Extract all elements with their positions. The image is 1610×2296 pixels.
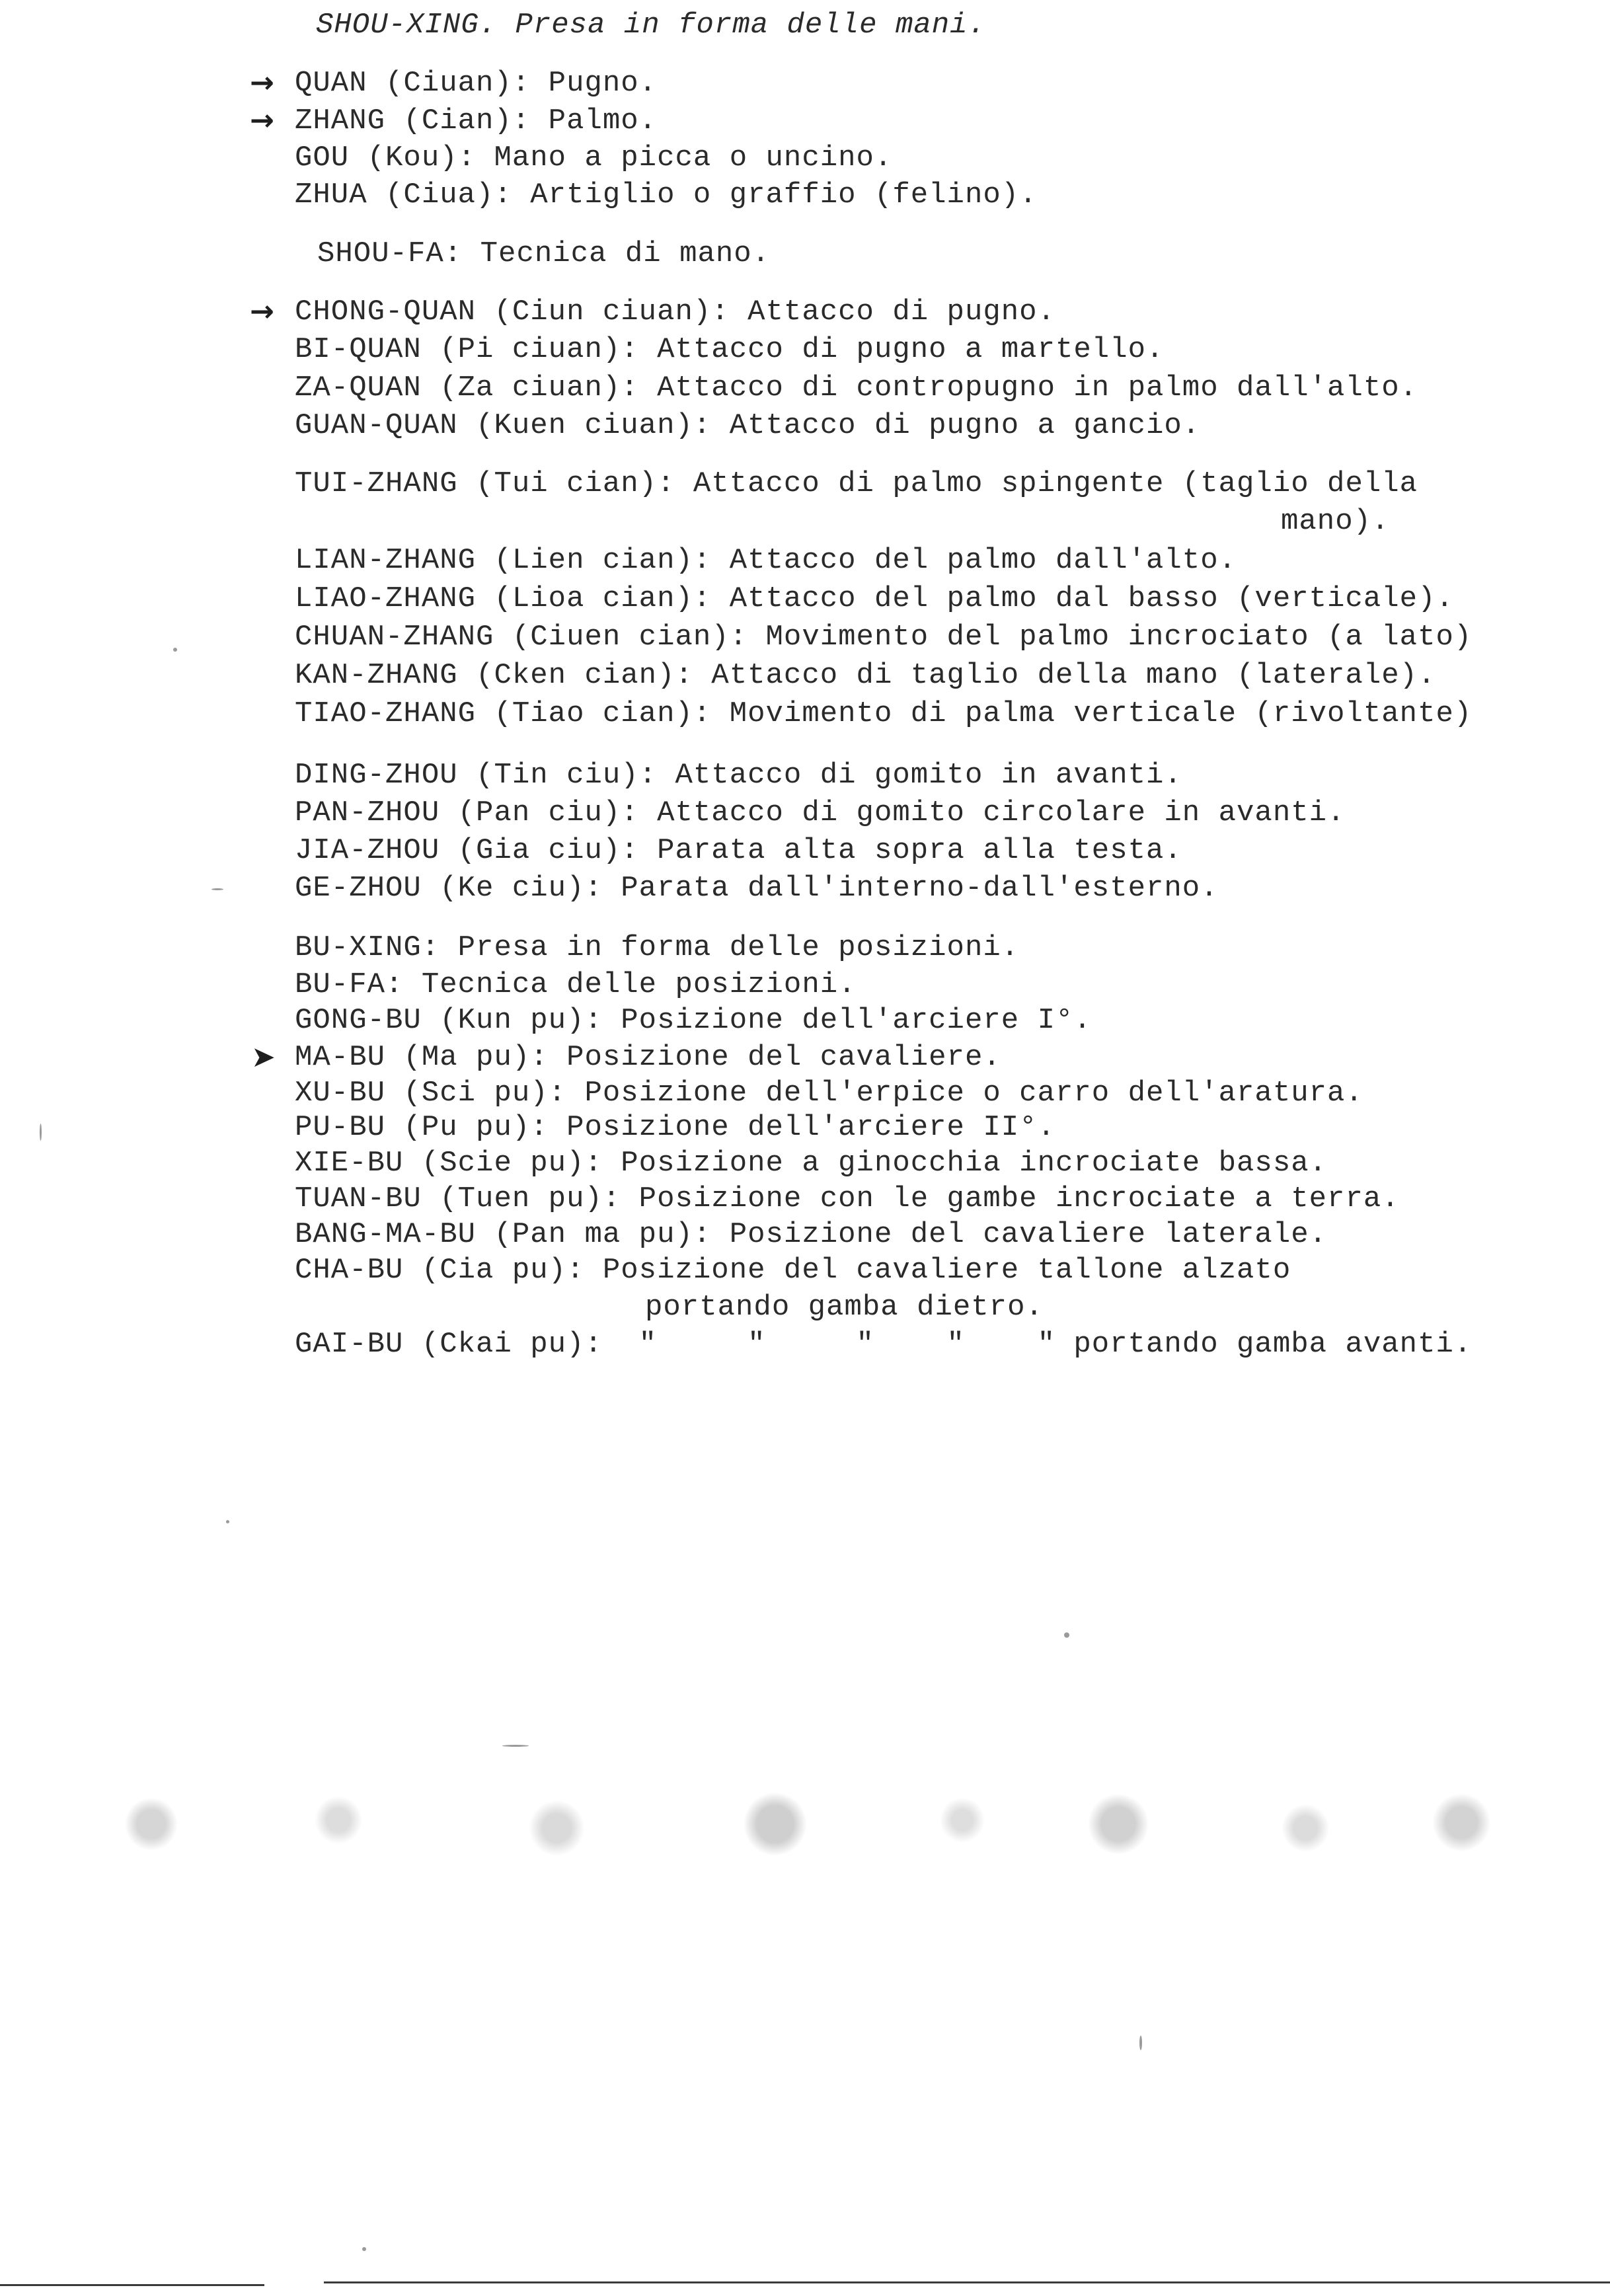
entry-cha-bu-continued: portando gamba dietro. <box>645 1291 1044 1324</box>
scan-speck <box>40 1124 42 1141</box>
entry-quan: QUAN (Ciuan): Pugno. <box>295 67 658 100</box>
entry-tui-zhang-continued: mano). <box>1281 505 1390 538</box>
scan-speck <box>211 888 223 890</box>
entry-chuan-zhang: CHUAN-ZHANG (Ciuen cian): Movimento del palmo incrociato (a lato) <box>295 621 1473 654</box>
scan-speck <box>1139 2036 1142 2050</box>
scan-speck <box>362 2247 366 2251</box>
entry-gong-bu: GONG-BU (Kun pu): Posizione dell'arciere I°. <box>295 1004 1092 1037</box>
entry-gai-bu: GAI-BU (Ckai pu): " " " " " portando gamba avanti. <box>295 1328 1473 1361</box>
double-arrow-marker-icon: ➤ <box>251 1040 276 1074</box>
entry-za-quan: ZA-QUAN (Za ciuan): Attacco di contropugno in palmo dall'alto. <box>295 371 1418 404</box>
heading-shou-fa: SHOU-FA: Tecnica di mano. <box>317 237 771 270</box>
entry-bang-ma-bu: BANG-MA-BU (Pan ma pu): Posizione del cavaliere laterale. <box>295 1218 1328 1251</box>
entry-bi-quan: BI-QUAN (Pi ciuan): Attacco di pugno a martello. <box>295 333 1165 366</box>
entry-liao-zhang: LIAO-ZHANG (Lioa cian): Attacco del palmo dal basso (verticale). <box>295 582 1454 615</box>
scan-noise-band <box>26 1784 1586 1864</box>
scan-speck <box>1064 1632 1069 1638</box>
entry-pu-bu: PU-BU (Pu pu): Posizione dell'arciere II°. <box>295 1111 1055 1144</box>
arrow-marker-icon: → <box>250 104 274 137</box>
entry-chong-quan: CHONG-QUAN (Ciun ciuan): Attacco di pugno. <box>295 295 1055 328</box>
scan-speck <box>226 1520 229 1523</box>
heading-shou-xing: SHOU-XING. Presa in forma delle mani. <box>316 9 986 42</box>
scan-speck <box>502 1745 529 1747</box>
bottom-rule-left <box>0 2284 264 2286</box>
entry-lian-zhang: LIAN-ZHANG (Lien cian): Attacco del palmo dall'alto. <box>295 544 1237 577</box>
entry-ge-zhou: GE-ZHOU (Ke ciu): Parata dall'interno-dall'esterno. <box>295 872 1219 905</box>
heading-bu-fa: BU-FA: Tecnica delle posizioni. <box>295 968 857 1001</box>
entry-gou: GOU (Kou): Mano a picca o uncino. <box>295 141 893 174</box>
bottom-rule-right <box>324 2281 1610 2283</box>
entry-cha-bu: CHA-BU (Cia pu): Posizione del cavaliere tallone alzato <box>295 1254 1291 1287</box>
entry-ding-zhou: DING-ZHOU (Tin ciu): Attacco di gomito in avanti. <box>295 759 1182 792</box>
entry-tuan-bu: TUAN-BU (Tuen pu): Posizione con le gambe incrociate a terra. <box>295 1182 1400 1215</box>
scan-speck <box>173 648 177 652</box>
arrow-marker-icon: → <box>250 295 274 328</box>
entry-ma-bu: MA-BU (Ma pu): Posizione del cavaliere. <box>295 1041 1001 1074</box>
entry-tiao-zhang: TIAO-ZHANG (Tiao cian): Movimento di palma verticale (rivoltante) <box>295 697 1473 730</box>
entry-kan-zhang: KAN-ZHANG (Cken cian): Attacco di taglio della mano (laterale). <box>295 659 1436 692</box>
entry-guan-quan: GUAN-QUAN (Kuen ciuan): Attacco di pugno a gancio. <box>295 409 1201 442</box>
entry-xie-bu: XIE-BU (Scie pu): Posizione a ginocchia incrociate bassa. <box>295 1147 1328 1180</box>
entry-jia-zhou: JIA-ZHOU (Gia ciu): Parata alta sopra alla testa. <box>295 834 1182 867</box>
entry-zhua: ZHUA (Ciua): Artiglio o graffio (felino). <box>295 178 1038 211</box>
entry-pan-zhou: PAN-ZHOU (Pan ciu): Attacco di gomito circolare in avanti. <box>295 796 1346 829</box>
arrow-marker-icon: → <box>250 66 274 100</box>
entry-zhang: ZHANG (Cian): Palmo. <box>295 104 658 137</box>
heading-bu-xing: BU-XING: Presa in forma delle posizioni. <box>295 931 1020 964</box>
entry-tui-zhang: TUI-ZHANG (Tui cian): Attacco di palmo spingente (taglio della <box>295 467 1418 500</box>
entry-xu-bu: XU-BU (Sci pu): Posizione dell'erpice o carro dell'aratura. <box>295 1077 1363 1110</box>
